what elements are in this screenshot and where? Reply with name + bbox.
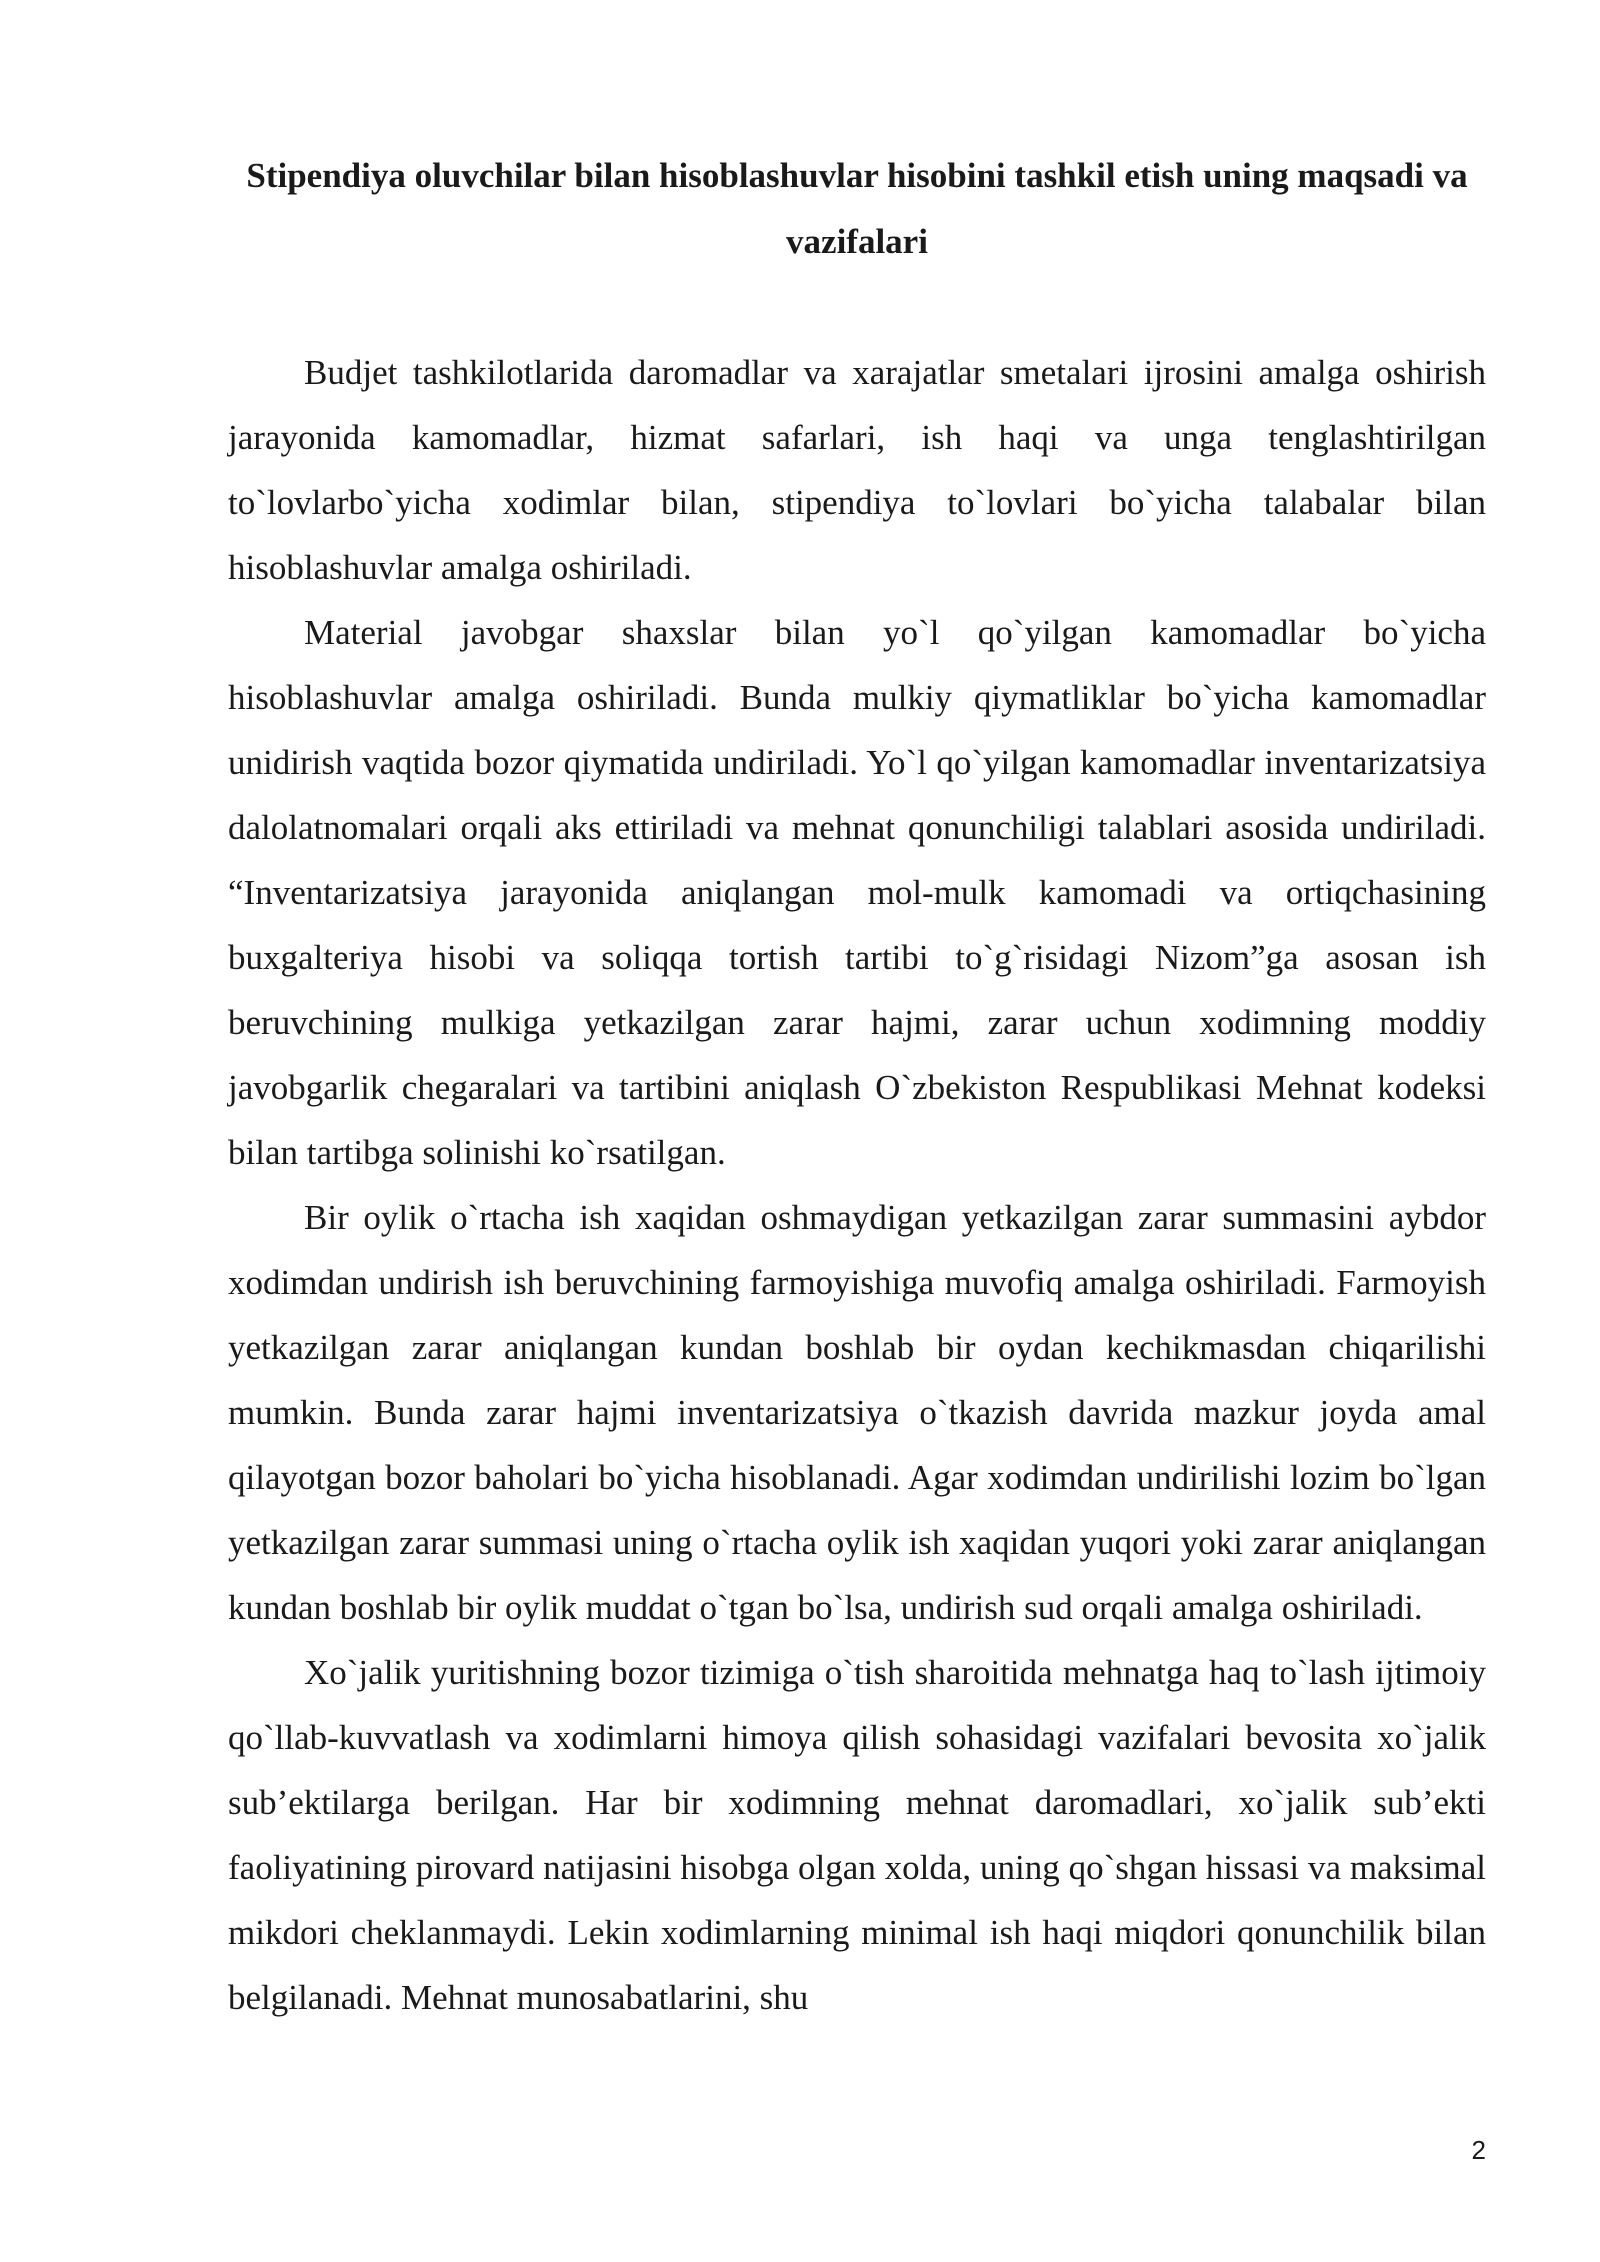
paragraph: Bir oylik o`rtacha ish xaqidan oshmaydigan yetkazilgan zarar summasini aybdor xodimdan undirish ish beruvchining farmoyishiga muvofiq amalga oshiriladi. Farmoyish yetkazilgan zarar aniqlangan kundan boshlab bir oydan kechikmasdan chiqarilishi mumkin. Bunda zarar hajmi inventarizatsiya o`tkazish davrida mazkur joyda amal qilayotgan bozor baholari bo`yicha hisoblanadi. Agar xodimdan undirilishi lozim bo`lgan yetkazilgan zarar summasi uning o`rtacha oylik ish xaqidan yuqori yoki zarar aniqlangan kundan boshlab bir oylik muddat o`tgan bo`lsa, undirish sud orqali amalga oshiriladi.: [228, 1198, 1486, 1627]
document-body: [228, 340, 1486, 2030]
paragraph: Budjet tashkilotlarida daromadlar va xarajatlar smetalari ijrosini amalga oshirish jarayonida kamomadlar, hizmat safarlari, ish haqi va unga tenglashtirilgan to`lovlarbo`yicha xodimlar bilan, stipendiya to`lovlari bo`yicha talabalar bilan hisoblashuvlar amalga oshiriladi.: [228, 353, 1486, 587]
document-title: Stipendiya oluvchilar bilan hisoblashuvlar hisobini tashkil etish uning maqsadi va vazifalari: [246, 156, 1468, 261]
page-number: 2: [1471, 2135, 1486, 2165]
paragraph: Material javobgar shaxslar bilan yo`l qo`yilgan kamomadlar bo`yicha hisoblashuvlar amalga oshiriladi. Bunda mulkiy qiymatliklar bo`yicha kamomadlar unidirish vaqtida bozor qiymatida undiriladi. Yo`l qo`yilgan kamomadlar inventarizatsiya dalolatnomalari orqali aks ettiriladi va mehnat qonunchiligi talablari asosida undiriladi. “Inventarizatsiya jarayonida aniqlangan mol-mulk kamomadi va ortiqchasining buxgalteriya hisobi va soliqqa tortish tartibi to`g`risidagi Nizom”ga asosan ish beruvchining mulkiga yetkazilgan zarar hajmi, zarar uchun xodimning moddiy javobgarlik chegaralari va tartibini aniqlash O`zbekiston Respublikasi Mehnat kodeksi bilan tartibga solinishi ko`rsatilgan.: [228, 613, 1486, 1172]
paragraph: Xo`jalik yuritishning bozor tizimiga o`tish sharoitida mehnatga haq to`lash ijtimoiy qo`llab-kuvvatlash va xodimlarni himoya qilish sohasidagi vazifalari bevosita xo`jalik sub’ektilarga berilgan. Har bir xodimning mehnat daromadlari, xo`jalik sub’ekti faoliyatining pirovard natijasini hisobga olgan xolda, uning qo`shgan hissasi va maksimal mikdori cheklanmaydi. Lekin xodimlarning minimal ish haqi miqdori qonunchilik bilan belgilanadi. Mehnat munosabatlarini, shu: [228, 1653, 1486, 2017]
